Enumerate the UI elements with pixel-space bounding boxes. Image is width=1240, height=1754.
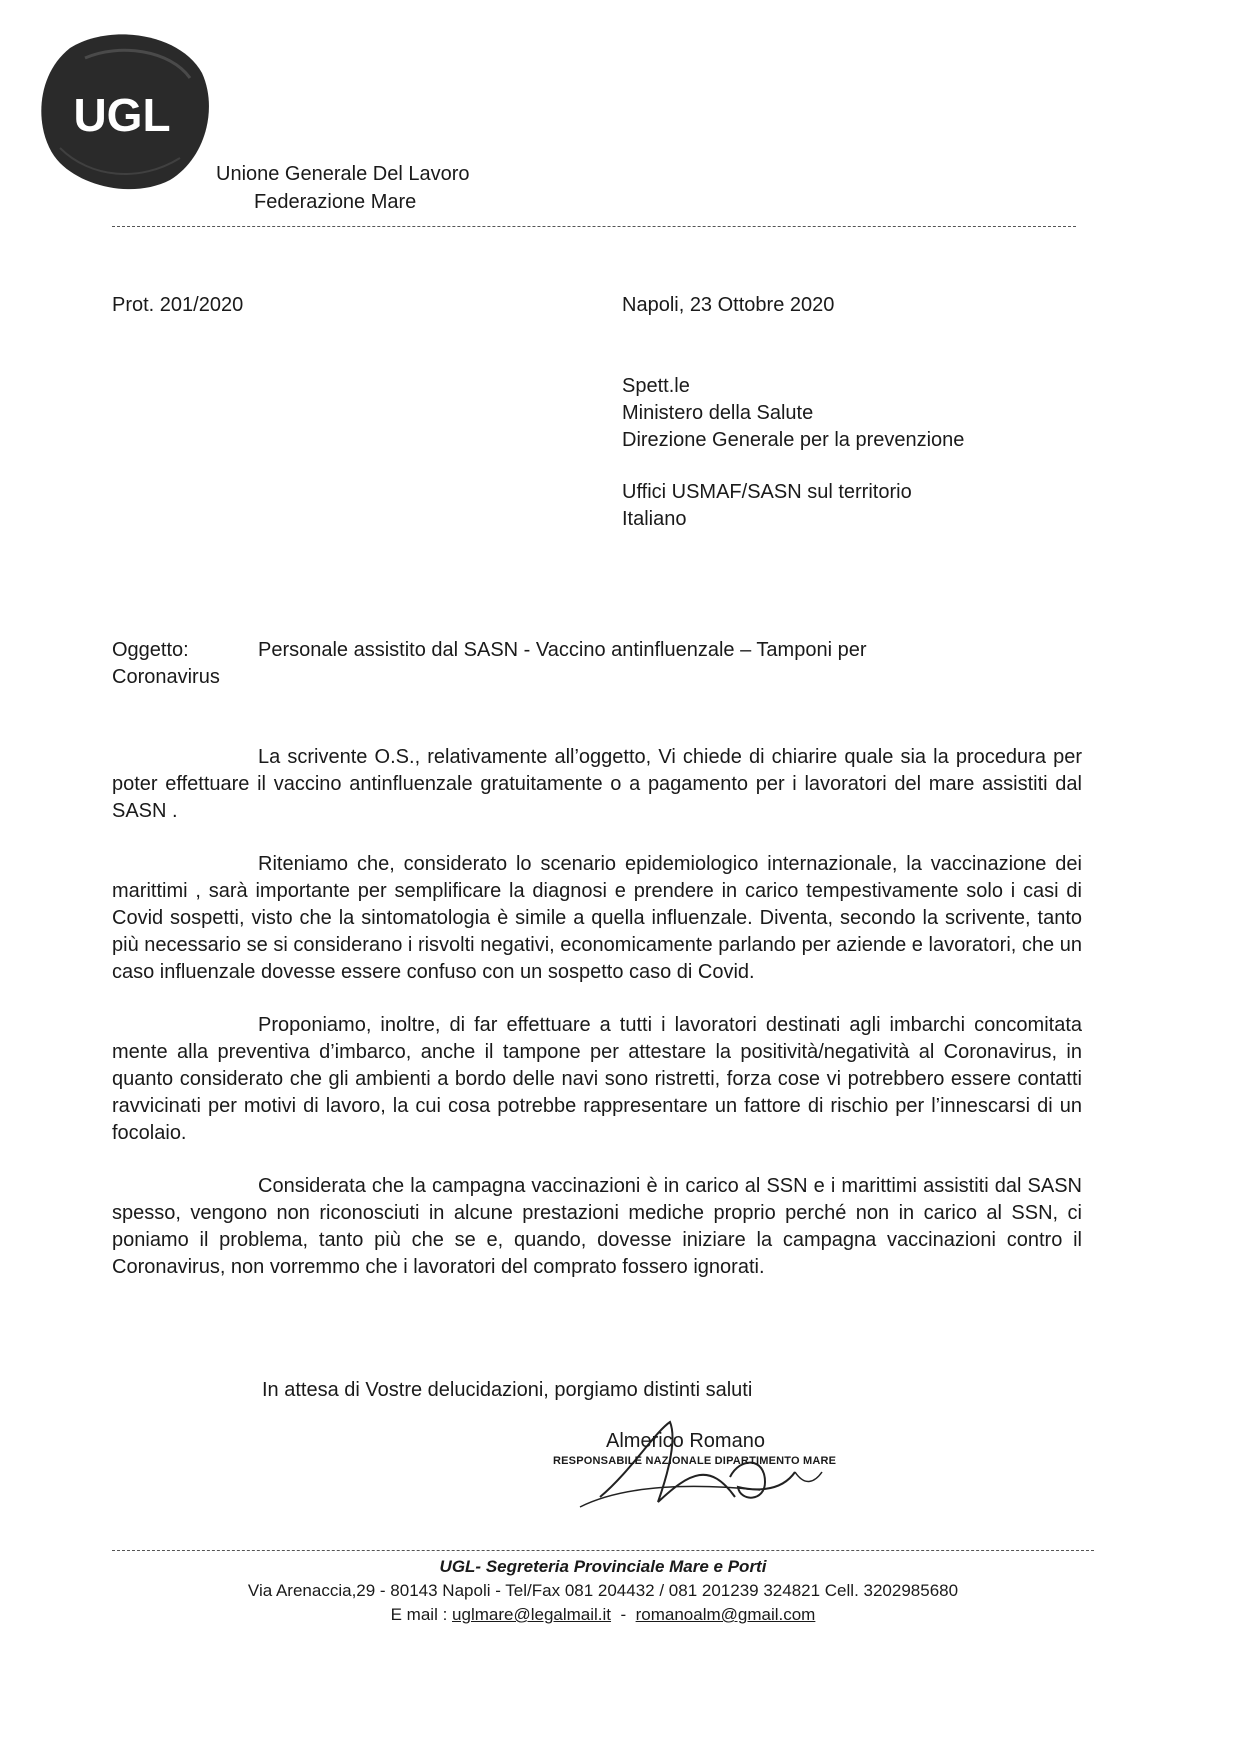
email-label: E mail : bbox=[390, 1605, 453, 1624]
signatory-title: RESPONSABILE NAZIONALE DIPARTIMENTO MARE bbox=[553, 1455, 837, 1467]
recipient-block bbox=[622, 373, 964, 533]
signatory-name: Almerico Romano bbox=[606, 1430, 765, 1452]
email-link[interactable]: uglmare@legalmail.it bbox=[452, 1605, 612, 1624]
protocol-number: Prot. 201/2020 bbox=[112, 294, 244, 316]
letterhead-footer bbox=[112, 1555, 1094, 1627]
footer-divider bbox=[112, 1550, 1094, 1551]
recipient-line: Spett.le bbox=[622, 375, 690, 397]
subject-block bbox=[112, 637, 1012, 691]
email-separator: - bbox=[611, 1605, 636, 1624]
logo-text: UGL bbox=[73, 89, 171, 141]
footer-heading: UGL- Segreteria Provinciale Mare e Porti bbox=[439, 1557, 767, 1576]
body-paragraph: Riteniamo che, considerato lo scenario epidemiologico internazionale, la vaccinazione dei marittimi , sarà importante per semplificare la diagnosi e prendere in carico tempestivamente solo i casi di Covid sospetti, visto che la sintomatologia è simile a quella influenzale. Diventa, secondo la scrivente, tanto più necessario se si considerano i risvolti negativi, economicamente parlando per aziende e lavoratori, che un caso influenzale dovesse essere confuso con un sospetto caso di Covid. bbox=[112, 853, 1082, 983]
body-paragraph: Considerata che la campagna vaccinazioni è in carico al SSN e i marittimi assistiti dal SASN spesso, vengono non riconosciuti in alcune prestazioni mediche proprio perché non in carico al SSN, ci poniamo il problema, tanto più che se e, quando, dovesse iniziare la campagna vaccinazioni contro il Coronavirus, non vorremmo che i lavoratori del comprato fossero ignorati. bbox=[112, 1175, 1082, 1278]
organization-header bbox=[216, 160, 470, 216]
body-paragraph: La scrivente O.S., relativamente all’oggetto, Vi chiede di chiarire quale sia la procedura per poter effettuare il vaccino antinfluenzale gratuitamente o a pagamento per i lavoratori del mare assistiti dal SASN . bbox=[112, 746, 1082, 822]
body-paragraph: Proponiamo, inoltre, di far effettuare a tutti i lavoratori destinati agli imbarchi concomitata mente alla preventiva d’imbarco, anche il tampone per attestare la positività/negatività al Coronavirus, in quanto considerato che gli ambienti a bordo delle navi sono ristretti, forza cose vi potrebbero essere contatti ravvicinati per motivi di lavoro, la cui cosa potrebbe rappresentare un fattore di rischio per l’innescarsi di un focolaio. bbox=[112, 1014, 1082, 1144]
recipient-line: Ministero della Salute bbox=[622, 402, 814, 424]
subject-text: Personale assistito dal SASN - Vaccino antinfluenzale – Tamponi per bbox=[258, 639, 867, 661]
recipient-line: Italiano bbox=[622, 508, 687, 530]
organization-name: Unione Generale Del Lavoro bbox=[216, 163, 470, 185]
footer-email-line bbox=[112, 1603, 1094, 1627]
header-divider bbox=[112, 226, 1076, 227]
subject-label: Oggetto: bbox=[112, 639, 189, 661]
ugl-logo bbox=[30, 28, 210, 193]
letter-body bbox=[112, 744, 1082, 1307]
organization-federation: Federazione Mare bbox=[254, 191, 417, 213]
recipient-line: Uffici USMAF/SASN sul territorio bbox=[622, 481, 912, 503]
recipient-line: Direzione Generale per la prevenzione bbox=[622, 429, 965, 451]
closing-line: In attesa di Vostre delucidazioni, porgiamo distinti saluti bbox=[262, 1379, 753, 1401]
letter-date: Napoli, 23 Ottobre 2020 bbox=[622, 294, 835, 316]
email-link[interactable]: romanoalm@gmail.com bbox=[635, 1605, 816, 1624]
subject-continuation: Coronavirus bbox=[112, 666, 220, 688]
footer-address: Via Arenaccia,29 - 80143 Napoli - Tel/Fax 081 204432 / 081 201239 324821 Cell. 3202985680 bbox=[247, 1581, 959, 1600]
